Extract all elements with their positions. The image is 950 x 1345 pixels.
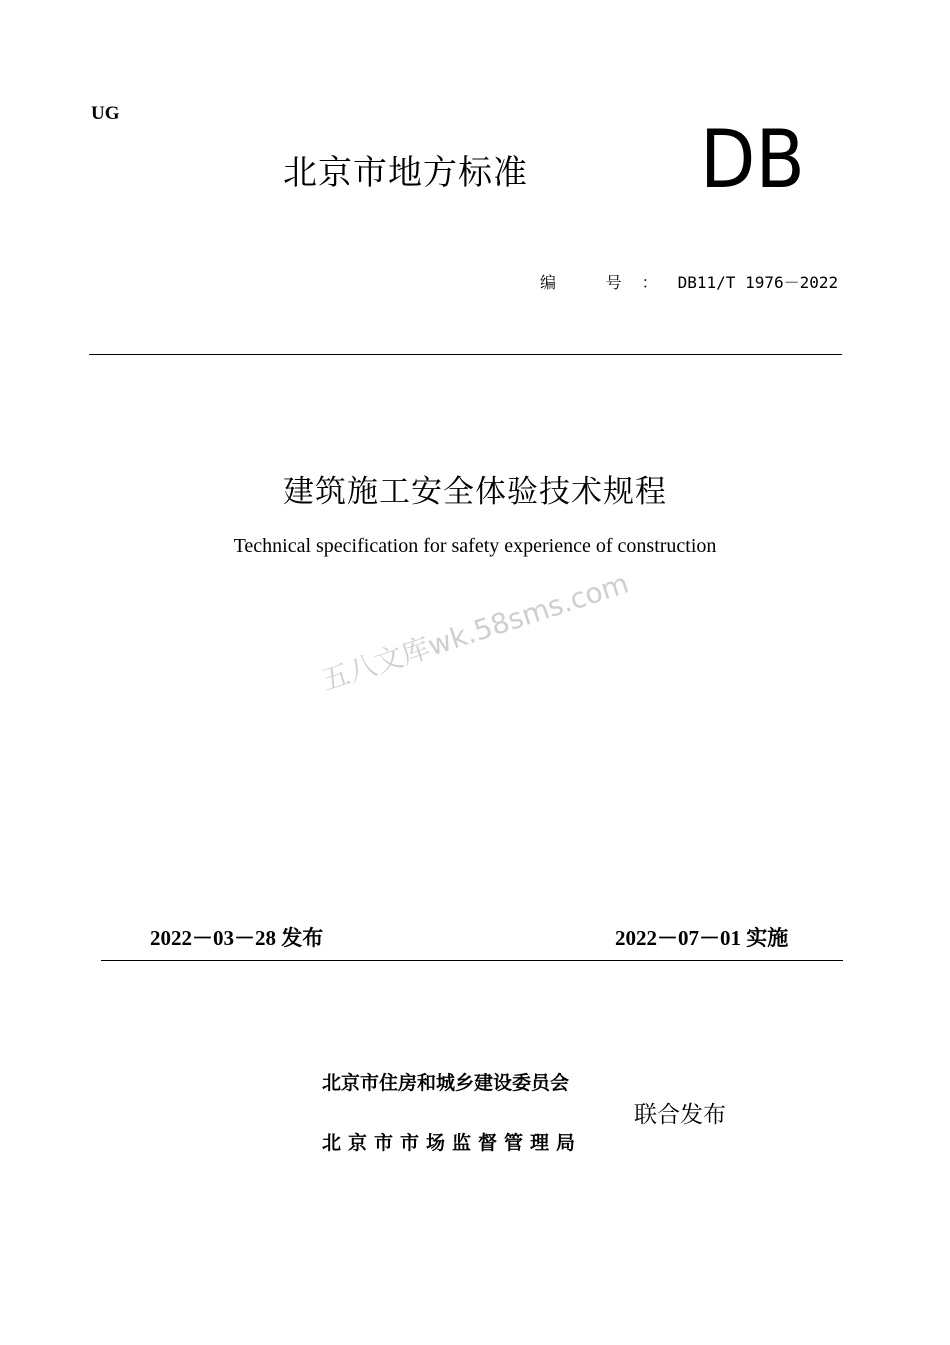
issuer-housing-commission: 北京市住房和城乡建设委员会 (322, 1072, 570, 1094)
issue-date: 2022－03－28 发布 (150, 926, 324, 950)
db-logo: DB (700, 113, 805, 206)
joint-release-label: 联合发布 (634, 1102, 726, 1128)
bottom-divider (101, 960, 843, 961)
standard-number-value: DB11/T 1976－2022 (677, 273, 839, 292)
standard-type-title: 北京市地方标准 (283, 153, 528, 193)
document-title-chinese: 建筑施工安全体验技术规程 (283, 474, 667, 510)
issuer-market-supervision: 北京市市场监督管理局 (322, 1132, 583, 1154)
top-divider (89, 354, 842, 355)
classification-code: UG (91, 103, 120, 124)
document-title-english: Technical specification for safety experience of construction (233, 535, 717, 557)
implementation-date: 2022－07－01 实施 (615, 926, 789, 950)
standard-number (540, 270, 838, 293)
watermark: 五八文库wk.58sms.com (317, 566, 633, 698)
standard-number-label: 编 号： (540, 273, 678, 292)
